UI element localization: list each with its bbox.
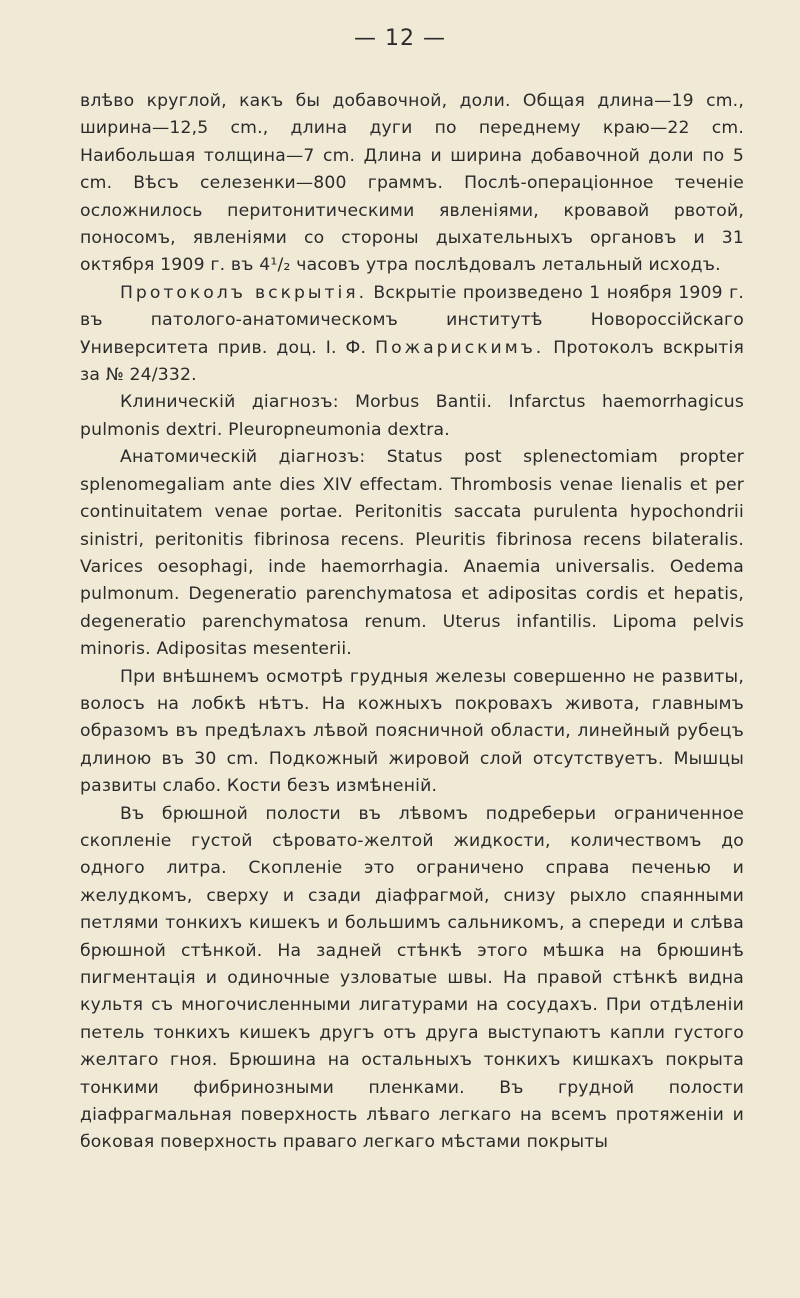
body-text bbox=[80, 88, 744, 1157]
paragraph-anatomical-diagnosis: Анатомическій діагнозъ: Status post splenectomiam propter splenomegaliam ante dies XIV effectam. Thrombosis venae lienalis et per continuitatem venae portae. Peritonitis saccata purulenta hypochondrii sinistri, peritonitis fibrinosa recens. Pleuritis fibrinosa recens bilateralis. Varices oesophagi, inde haemorrhagia. Anaemia universalis. Oedema pulmonum. Degeneratio parenchymatosa et adipositas cordis et hepatis, degeneratio parenchymatosa renum. Uterus infantilis. Lipoma pelvis minoris. Adipositas mesenterii. bbox=[80, 447, 744, 660]
paragraph-2-text-b: Протоколъ вскрытія за № 24/332. bbox=[80, 337, 745, 386]
protocol-heading: Протоколъ вскрытія. bbox=[120, 282, 368, 303]
author-name: Пожарискимъ. bbox=[375, 337, 545, 358]
page-number: — 12 — bbox=[354, 26, 446, 51]
paragraph-2 bbox=[80, 280, 744, 390]
paragraph-clinical-diagnosis: Клиническій діагнозъ: Morbus Bantii. Infarctus haemorrhagicus pulmonis dextri. Pleuropneumonia dextra. bbox=[80, 392, 744, 440]
paragraph-external-exam: При внѣшнемъ осмотрѣ грудныя железы совершенно не развиты, волосъ на лобкѣ нѣтъ. На кожныхъ покровахъ живота, главнымъ образомъ въ предѣлахъ лѣвой поясничной области, линейный рубецъ длиною въ 30 cm. Подкожный жировой слой отсутствуетъ. Мышцы развиты слабо. Кости безъ измѣненій. bbox=[80, 666, 744, 797]
paragraph-1: влѣво круглой, какъ бы добавочной, доли. Общая длина—19 cm., ширина—12,5 cm., длина дуги по переднему краю—22 cm. Наибольшая толщина—7 cm. Длина и ширина добавочной доли по 5 cm. Вѣсъ селезенки—800 граммъ. Послѣ-операціонное теченіе осложнилось перитонитическими явленіями, кровавой рвотой, поносомъ, явленіями со стороны дыхательныхъ органовъ и 31 октября 1909 г. въ 4¹/₂ часовъ утра послѣдовалъ летальный исходъ. bbox=[80, 91, 744, 276]
paragraph-2-text-a: Вскрытіе произведено 1 ноября 1909 г. въ патолого-анатомическомъ институтѣ Новороссійскаго Университета прив. доц. І. Ф. bbox=[80, 282, 744, 358]
paragraph-abdominal-cavity: Въ брюшной полости въ лѣвомъ подреберьи ограниченное скопленіе густой сѣровато-желтой жидкости, количествомъ до одного литра. Скопленіе это ограничено справа печенью и желудкомъ, сверху и сзади діафрагмой, снизу рыхло спаянными петлями тонкихъ кишекъ и большимъ сальникомъ, а спереди и слѣва брюшной стѣнкой. На задней стѣнкѣ этого мѣшка на брюшинѣ пигментація и одиночные узловатые швы. На правой стѣнкѣ видна культя съ многочисленными лигатурами на сосудахъ. При отдѣленіи петель тонкихъ кишекъ другъ отъ друга выступаютъ капли густого желтаго гноя. Брюшина на остальныхъ тонкихъ кишкахъ покрыта тонкими фибринозными пленками. Въ грудной полости діафрагмальная поверхность лѣваго легкаго на всемъ протяженіи и боковая поверхность праваго легкаго мѣстами покрыты bbox=[80, 803, 744, 1153]
